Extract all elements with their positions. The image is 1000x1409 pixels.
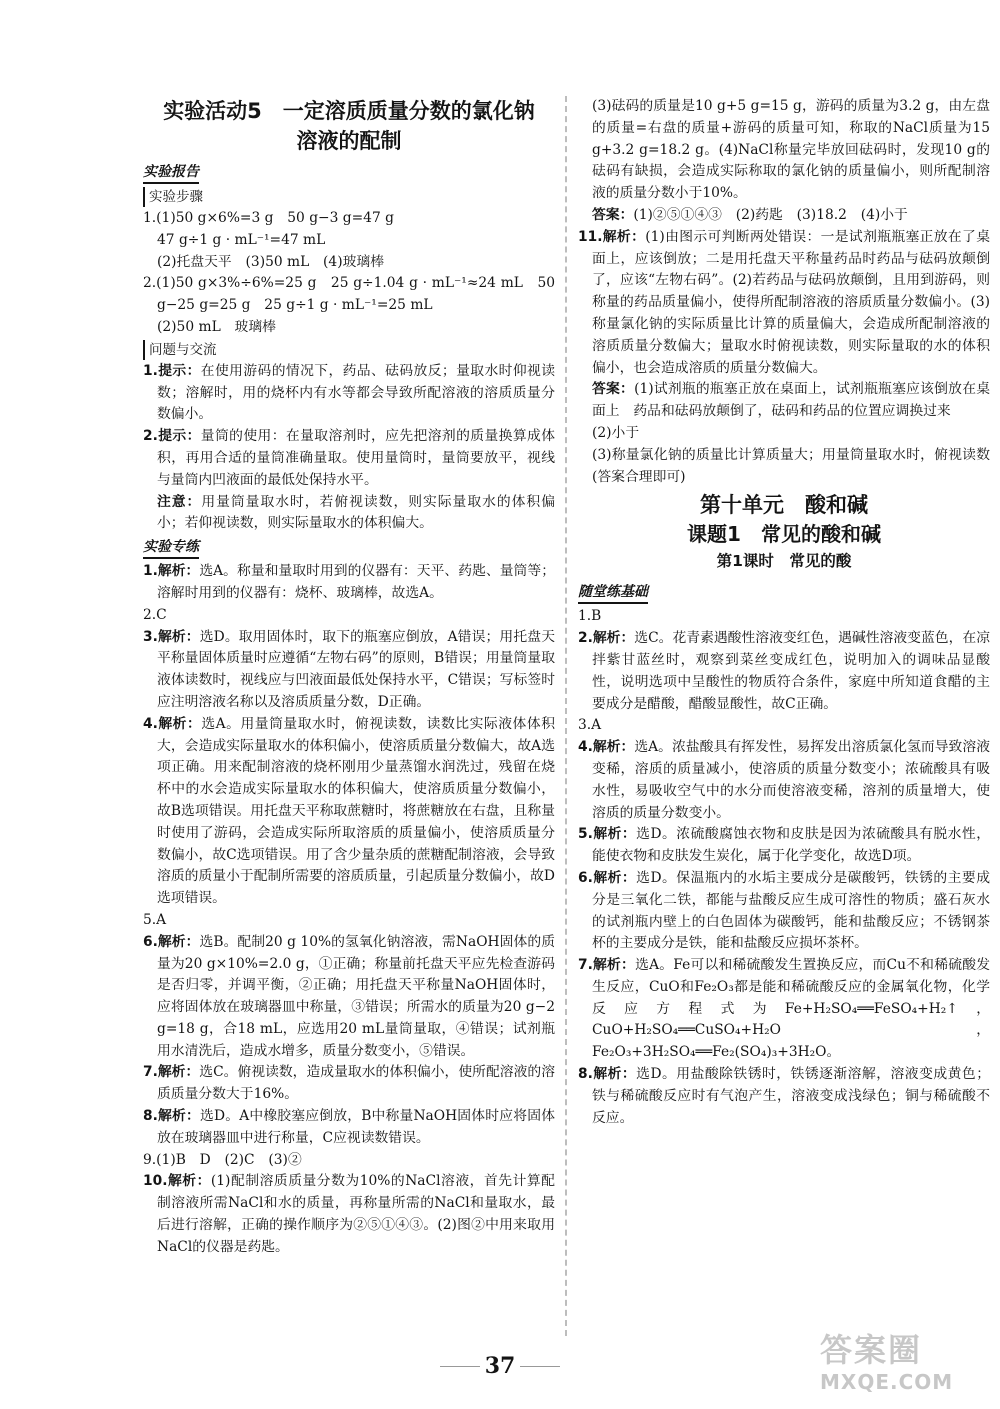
exercise-list (143, 561, 555, 1259)
exercise-item (143, 1150, 555, 1172)
answer-text: (1)由图示可判断两处错误：一是试剂瓶瓶塞正放在了桌面上，应该倒放；二是用托盘天平称量药品时药品与砝码放颠倒了，应该“左物右码”。(2)若药品与砝码放颠倒，且用到游码，则称量的药品质量偏小，使得所配制溶液的溶质质量分数偏小。(3)称量氯化钠的实际质量比计算的质量偏大，会造成所配制溶液的溶质质量分数偏大；量取水时俯视读数，则实际量取的水的体积偏小，也会造成溶质的质量分数偏大。 (592, 228, 990, 376)
exercise-item (143, 605, 555, 627)
answer-text: 5.A (143, 911, 167, 928)
exercise-item (143, 714, 555, 910)
subheading-steps: 实验步骤 (143, 186, 555, 208)
answer-text: (2)托盘天平 (3)50 mL (4)玻璃棒 (157, 253, 384, 270)
steps-item (143, 230, 555, 252)
exercise-item (143, 910, 555, 932)
watermark-logo-text: 答案圈 (820, 1331, 923, 1369)
answer-text: 47 g÷1 g · mL⁻¹=47 mL (157, 231, 326, 248)
practice-item (578, 824, 990, 868)
answer-text: 选D。浓硫酸腐蚀衣物和皮肤是因为浓硫酸具有脱水性，能使衣物和皮肤发生炭化，属于化学变化，故选D项。 (592, 826, 990, 865)
answer-keyword: 2.提示： (143, 428, 201, 445)
practice-item (578, 715, 990, 737)
exercise-item (143, 1106, 555, 1150)
practice-item (578, 868, 990, 955)
cont-item (578, 423, 990, 445)
answer-keyword: 1.提示： (143, 362, 201, 379)
answer-keyword: 2.解析： (578, 630, 635, 647)
answer-keyword: 8.解析： (578, 1066, 637, 1083)
answer-text: 选A。用量筒量取水时，俯视读数，读数比实际液体体积大，会造成实际量取水的体积偏小，使溶质质量分数偏大，故A选项正确。用来配制溶液的烧杯刚用少量蒸馏水润洗过，残留在烧杯中的水会造成实际量取水的体积偏大，使溶质质量分数偏小，故B选项错误。用托盘天平称取蔗糖时，将蔗糖放在右盘，且称量时使用了游码，会造成实际所取溶质的质量偏小，使溶质质量分数偏小，故C选项错误。用了含少量杂质的蔗糖配制溶液，会导致溶质的质量小于配制所需要的溶质质量，引起质量分数偏小，故D选项错误。 (157, 715, 555, 907)
watermark-logo (820, 1330, 990, 1400)
qa-item (143, 492, 555, 536)
steps-item (143, 252, 555, 274)
section-heading-report: 实验报告 (143, 160, 555, 186)
left-column (143, 96, 555, 1259)
exercise-item (143, 1062, 555, 1106)
period-title: 第1课时 常见的酸 (716, 552, 852, 571)
cont-item (578, 96, 990, 205)
answer-text: (1)试剂瓶的瓶塞正放在桌面上，试剂瓶瓶塞应该倒放在桌面上 药品和砝码放颠倒了，砝码和药品的位置应调换过来 (592, 381, 991, 420)
page-number-rule-right (520, 1366, 560, 1367)
answer-text: 用量筒量取水时，若俯视读数，则实际量取水的体积偏小；若仰视读数，则实际量取水的体积偏大。 (157, 493, 556, 532)
qa-list (143, 361, 555, 535)
answer-text: (3)称量氯化钠的质量比计算质量大；用量筒量取水时，俯视读数(答案合理即可) (592, 446, 990, 485)
answer-text: 选D。保温瓶内的水垢主要成分是碳酸钙，铁锈的主要成分是三氧化二铁，都能与盐酸反应生成可溶性的物质；盛石灰水的试剂瓶内壁上的白色固体为碳酸钙，能和盐酸反应；不锈钢茶杯的主要成分是铁，能和盐酸反应损坏茶杯。 (592, 869, 990, 952)
right-column (578, 96, 990, 1129)
steps-list (143, 208, 555, 339)
practice-item (578, 955, 990, 1064)
answer-text: 1.(1)50 g×6%=3 g 50 g−3 g=47 g (143, 210, 394, 226)
answer-keyword: 6.解析： (143, 933, 200, 950)
practice-list (578, 606, 990, 1129)
answer-text: 选D。取用固体时，取下的瓶塞应倒放，A错误；用托盘天平称量固体质量时应遵循“左物右码”的原则，B错误；用量筒量取液体读数时，视线应与凹液面最低处保持水平，C错误；写标签时应注明溶液名称以及溶质质量分数，D正确。 (157, 628, 555, 710)
answer-text: 2.C (143, 606, 167, 623)
answer-text: 1.B (578, 608, 602, 625)
section-heading-practice: 随堂练基础 (578, 580, 990, 606)
page-number: 37 (484, 1353, 516, 1379)
subheading-qa: 问题与交流 (143, 339, 555, 361)
answer-keyword: 4.解析： (578, 739, 635, 756)
answer-keyword: 11.解析： (578, 228, 646, 245)
practice-item (578, 628, 990, 715)
answer-text: 在使用游码的情况下，药品、砝码放反；量取水时仰视读数；溶解时，用的烧杯内有水等都会导致所配溶液的溶质质量分数偏小。 (157, 362, 555, 423)
qa-item (143, 426, 555, 491)
cont-item (578, 205, 990, 227)
activity-title-line1: 实验活动5 一定溶质质量分数的氯化钠 (163, 99, 535, 123)
cont-item (578, 227, 990, 380)
answer-text: (3)砝码的质量是10 g+5 g=15 g，游码的质量为3.2 g，由左盘的质量=右盘的质量+游码的质量可知，称取的NaCl质量为15 g+3.2 g=18.2 g。(4)NaCl称量完毕放回砝码时，发现10 g的砝码有缺损，会造成实际称取的氯化钠的质量偏小，则所配制溶液的质量分数小于10%。 (592, 98, 990, 202)
answer-text: 量筒的使用：在量取溶剂时，应先把溶剂的质量换算成体积，再用合适的量筒准确量取。使用量筒时，量筒要放平，视线与量筒内凹液面的最低处保持水平。 (157, 428, 555, 488)
practice-item (578, 1064, 990, 1129)
answer-keyword: 4.解析： (143, 715, 202, 732)
steps-item (143, 208, 555, 230)
answer-text: 选D。用盐酸除铁锈时，铁锈逐渐溶解，溶液变成黄色；铁与稀硫酸反应时有气泡产生，溶液变成浅绿色；铜与稀硫酸不反应。 (592, 1066, 990, 1126)
column-divider (565, 96, 567, 1336)
watermark-url: MXQE.COM (820, 1370, 954, 1394)
unit-title: 第十单元 酸和碱 (700, 493, 868, 518)
answer-keyword: 5.解析： (578, 826, 637, 843)
answer-text: (2)50 mL 玻璃棒 (157, 318, 276, 335)
answer-text: 2.(1)50 g×3%÷6%=25 g 25 g÷1.04 g · mL⁻¹≈24 mL 50 g−25 g=25 g 25 g÷1 g · mL⁻¹=25 mL (143, 275, 555, 314)
answer-text: (2)小于 (592, 424, 640, 441)
steps-item (143, 273, 555, 317)
answer-keyword: 3.解析： (143, 628, 200, 645)
activity-title-line2: 溶液的配制 (296, 129, 402, 153)
steps-item (143, 317, 555, 339)
answer-text: 3.A (578, 717, 602, 734)
cont-item (578, 379, 990, 423)
answer-keyword: 8.解析： (143, 1108, 200, 1125)
answer-text: (1)②⑤①④③ (2)药匙 (3)18.2 (4)小于 (633, 206, 908, 223)
answer-keyword: 答案： (592, 381, 635, 398)
answer-keyword: 10.解析： (143, 1173, 211, 1190)
exercise-item (143, 627, 555, 714)
answer-text: 选A。Fe可以和稀硫酸发生置换反应，而Cu不和稀硫酸发生反应，CuO和Fe₂O₃都是能和稀硫酸反应的金属氧化物，化学反应方程式为Fe+H₂SO₄══FeSO₄+H₂↑，CuO+H₂SO₄══CuSO₄+H₂O，Fe₂O₃+3H₂SO₄══Fe₂(SO₄)₃+3H₂O。 (592, 957, 991, 1061)
answer-keyword: 7.解析： (143, 1064, 200, 1081)
answer-keyword: 注意： (157, 493, 202, 510)
answer-text: (1)配制溶质质量分数为10%的NaCl溶液，首先计算配制溶液所需NaCl和水的质量，再称量所需的NaCl和量取水，最后进行溶解，正确的操作顺序为②⑤①④③。(2)图②中用来取用NaCl的仪器是药匙。 (157, 1173, 555, 1255)
answer-text: 选D。A中橡胶塞应倒放，B中称量NaOH固体时应将固体放在玻璃器皿中进行称量，C应视读数错误。 (157, 1108, 555, 1146)
practice-item (578, 737, 990, 824)
exercise-item (143, 932, 555, 1063)
answer-keyword: 7.解析： (578, 957, 636, 974)
answer-text: 选C。俯视读数，造成量取水的体积偏小，使所配溶液的溶质质量分数大于16%。 (157, 1064, 556, 1103)
answer-keyword: 6.解析： (578, 869, 637, 886)
continued-answers (578, 96, 990, 488)
answer-keyword: 答案： (592, 206, 634, 223)
answer-text: 选A。称量和量取时用到的仪器有：天平、药匙、量筒等；溶解时用到的仪器有：烧杯、玻璃棒，故选A。 (157, 563, 555, 601)
qa-item (143, 361, 555, 426)
exercise-item (143, 561, 555, 605)
answer-text: 选B。配制20 g 10%的氢氧化钠溶液，需NaOH固体的质量为20 g×10%=2.0 g，①正确；称量前托盘天平应先检查游码是否归零，并调平衡，②正确；用托盘天平称量NaOH固体时，应将固体放在玻璃器皿中称量，③错误；所需水的质量为20 g−2 g=18 g，合18 mL，应选用20 mL量筒量取，④错误；试剂瓶用水清洗后，造成水增多，质量分数变小，⑤错误。 (157, 933, 556, 1059)
practice-item (578, 606, 990, 628)
answer-text: 选A。浓盐酸具有挥发性，易挥发出溶质氯化氢而导致溶液变稀，溶质的质量减小，使溶质的质量分数变小；浓硫酸具有吸水性，易吸收空气中的水分而使溶液变稀，溶剂的质量增大，使溶质的质量分数变小。 (592, 739, 990, 821)
answer-text: 9.(1)B D (2)C (3)② (143, 1151, 302, 1168)
section-heading-exercise: 实验专练 (143, 535, 555, 561)
answer-keyword: 1.解析： (143, 563, 200, 580)
answer-text: 选C。花青素遇酸性溶液变红色，遇碱性溶液变蓝色，在凉拌紫甘蓝丝时，观察到菜丝变成红色，说明加入的调味品显酸性，说明选项中呈酸性的物质符合条件，家庭中所知道食醋的主要成分是醋酸，醋酸显酸性，故C正确。 (592, 630, 991, 712)
cont-item (578, 445, 990, 489)
exercise-item (143, 1171, 555, 1258)
lesson-title: 课题1 常见的酸和碱 (687, 522, 881, 547)
